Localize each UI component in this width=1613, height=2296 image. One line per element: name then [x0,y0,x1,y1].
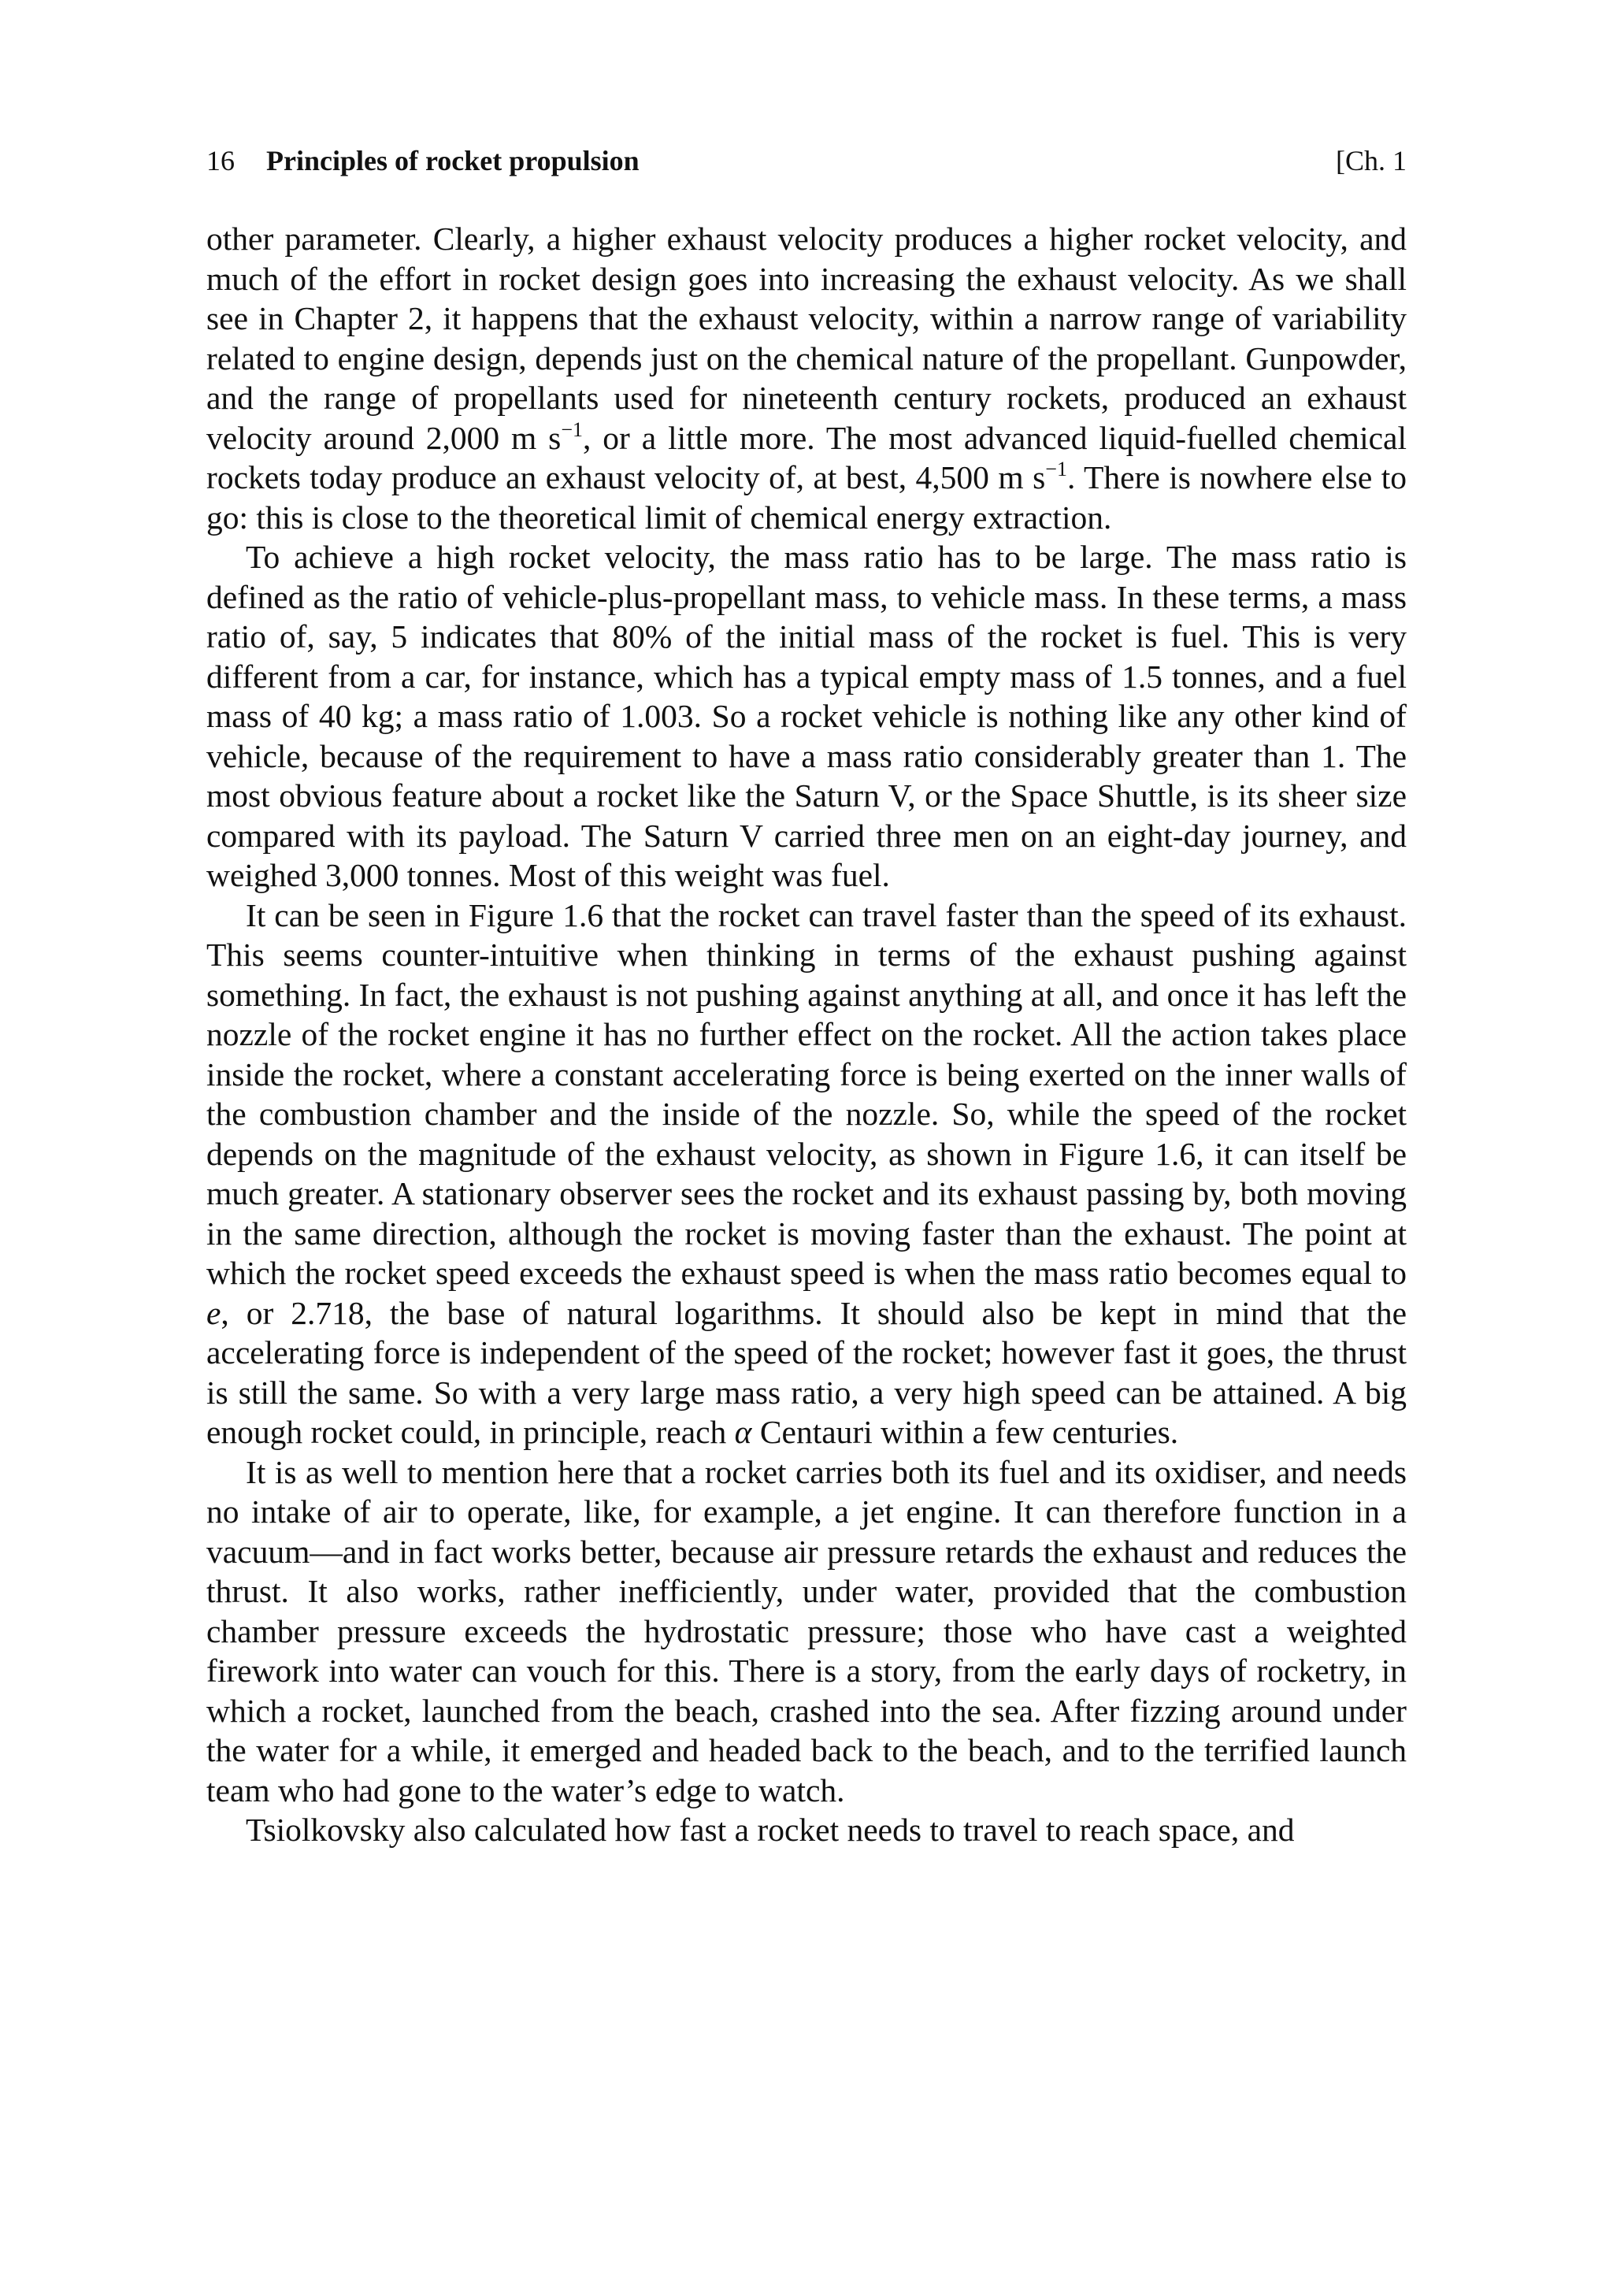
unit-exponent: −1 [561,417,583,441]
paragraph-5: Tsiolkovsky also calculated how fast a rocket needs to travel to reach space, and [246,1812,1295,1848]
paragraph-1-text-b: , or a little more. The most advanced liquid-fuelled chemical rockets today produce an exhaust velocity of, at best, 4,500 m s [206,419,1407,495]
euler-number-symbol: e [206,1294,221,1331]
chapter-label: [Ch. 1 [1336,145,1407,176]
unit-exponent: −1 [1045,458,1067,480]
paragraph-3-text-b: , or 2.718, the base of natural logarithms. It should also be kept in mind that the accelerating force is independent of the speed of the rocket; however fast it goes, the thrust is still the same. So with a very large mass ratio, a very high speed can be attained. A big enough rocket could, in principle, reach [206,1294,1407,1450]
page-number: 16 [206,145,235,176]
paragraph-4: It is as well to mention here that a rocket carries both its fuel and its oxidiser, and needs no intake of air to operate, like, for example, a jet engine. It can therefore function in a vacuum—and in fact works better, because air pressure retards the exhaust and reduces the thrust. It also works, rather inefficiently, under water, provided that the combustion chamber pressure exceeds the hydrostatic pressure; those who have cast a weighted firework into water can vouch for this. There is a story, from the early days of rocketry, in which a rocket, launched from the beach, crashed into the sea. After fizzing around under the water for a while, it emerged and headed back to the beach, and to the terrified launch team who had gone to the water’s edge to watch. [206,1453,1407,1808]
paragraph-1 [206,219,1407,537]
paragraph-3-text-c: Centauri within a few centuries. [751,1414,1179,1450]
body-text [206,219,1407,1850]
running-head-title: Principles of rocket propulsion [266,145,640,176]
paragraph-1-text-a: other parameter. Clearly, a higher exhaust velocity produces a higher rocket velocity, and much of the effort in rocket design goes into increasing the exhaust velocity. As we shall see in Chapter 2, it happens that the exhaust velocity, within a narrow range of variability related to engine design, depends just on the chemical nature of the propellant. Gunpowder, and the range of propellants used for nineteenth century rockets, produced an exhaust velocity around 2,000 m s [206,221,1407,456]
alpha-symbol: α [734,1414,752,1450]
paragraph-3-text-a: It can be seen in Figure 1.6 that the rocket can travel faster than the speed of its exhaust. This seems counter-intuitive when thinking in terms of the exhaust pushing against something. In fact, the exhaust is not pushing against anything at all, and once it has left the nozzle of the rocket engine it has no further effect on the rocket. All the action takes place inside the rocket, where a constant accelerating force is being exerted on the inner walls of the combustion chamber and the inside of the nozzle. So, while the speed of the rocket depends on the magnitude of the exhaust velocity, as shown in Figure 1.6, it can itself be much greater. A stationary observer sees the rocket and its exhaust passing by, both moving in the same direction, although the rocket is moving faster than the exhaust. The point at which the rocket speed exceeds the exhaust speed is when the mass ratio becomes equal to [206,896,1407,1291]
paragraph-3 [206,896,1407,1452]
paragraph-1-text-c: . There is nowhere else to go: this is close to the theoretical limit of chemical energy extraction. [206,459,1407,536]
running-head [206,139,1407,183]
paragraph-2: To achieve a high rocket velocity, the mass ratio has to be large. The mass ratio is defined as the ratio of vehicle-plus-propellant mass, to vehicle mass. In these terms, a mass ratio of, say, 5 indicates that 80% of the initial mass of the rocket is fuel. This is very different from a car, for instance, which has a typical empty mass of 1.5 tonnes, and a fuel mass of 40 kg; a mass ratio of 1.003. So a rocket vehicle is nothing like any other kind of vehicle, because of the requirement to have a mass ratio considerably greater than 1. The most obvious feature about a rocket like the Saturn V, or the Space Shuttle, is its sheer size compared with its payload. The Saturn V carried three men on an eight-day journey, and weighed 3,000 tonnes. Most of this weight was fuel. [206,539,1407,893]
